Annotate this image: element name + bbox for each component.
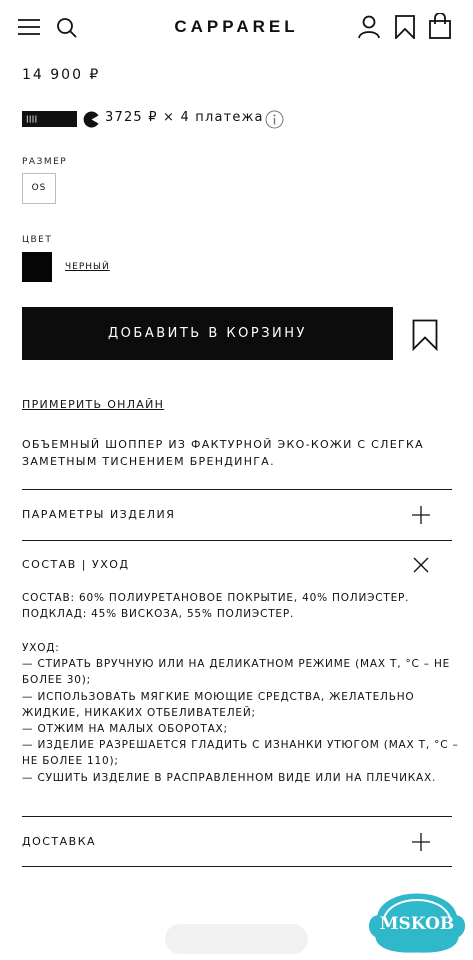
account-icon[interactable] [358, 15, 380, 43]
care-block [22, 640, 462, 786]
color-swatch[interactable] [22, 252, 52, 282]
plus-icon[interactable] [411, 832, 431, 856]
color-name-link[interactable]: ЧЕРНЫЙ [65, 262, 110, 272]
close-icon[interactable] [413, 557, 429, 577]
divider [22, 866, 452, 867]
info-icon[interactable] [265, 110, 284, 133]
plus-icon[interactable] [411, 505, 431, 529]
try-online-link[interactable]: ПРИМЕРИТЬ ОНЛАЙН [22, 398, 165, 411]
divider [22, 816, 452, 817]
watermark-text: MSKOB [379, 914, 455, 934]
brand-logo[interactable]: CAPPAREL [174, 17, 299, 36]
pie-icon [83, 111, 100, 132]
accordion-composition-title[interactable]: СОСТАВ | УХОД [22, 558, 130, 571]
care-item: — ОТЖИМ НА МАЛЫХ ОБОРОТАХ; [22, 723, 228, 736]
care-item: — СТИРАТЬ ВРУЧНУЮ ИЛИ НА ДЕЛИКАТНОМ РЕЖИМЕ (MAX T, °C – НЕ БОЛЕЕ 30); [22, 658, 451, 687]
divider [22, 540, 452, 541]
care-item: — ИЗДЕЛИЕ РАЗРЕШАЕТСЯ ГЛАДИТЬ С ИЗНАНКИ УТЮГОМ (MAX T, °C – НЕ БОЛЕЕ 110); [22, 739, 459, 768]
divider [22, 489, 452, 490]
header [0, 0, 473, 58]
color-label: ЦВЕТ [22, 235, 53, 245]
product-description: ОБЪЕМНЫЙ ШОППЕР ИЗ ФАКТУРНОЙ ЭКО-КОЖИ С СЛЕГКА ЗАМЕТНЫМ ТИСНЕНИЕМ БРЕНДИНГА. [22, 438, 424, 468]
installment-text: 3725 ₽ × 4 платежа [105, 110, 264, 125]
bottom-pill [165, 924, 308, 954]
care-item: — ИСПОЛЬЗОВАТЬ МЯГКИЕ МОЮЩИЕ СРЕДСТВА, ЖЕЛАТЕЛЬНО ЖИДКИЕ, НИКАКИХ ОТБЕЛИВАТЕЛЕЙ; [22, 690, 415, 719]
accordion-params-title[interactable]: ПАРАМЕТРЫ ИЗДЕЛИЯ [22, 508, 176, 521]
accordion-delivery-title[interactable]: ДОСТАВКА [22, 835, 97, 848]
product-price: 14 900 ₽ [22, 67, 101, 83]
care-item: — СУШИТЬ ИЗДЕЛИЕ В РАСПРАВЛЕННОМ ВИДЕ ИЛИ НА ПЛЕЧИКАХ. [22, 771, 437, 784]
size-option[interactable]: OS [22, 173, 56, 204]
wishlist-icon[interactable] [395, 15, 415, 43]
dolyami-badge: |||| ДОЛЯМИ [22, 111, 77, 127]
bag-icon[interactable] [429, 13, 451, 43]
add-to-cart-button[interactable]: ДОБАВИТЬ В КОРЗИНУ [22, 307, 393, 360]
bookmark-icon[interactable] [412, 319, 438, 355]
size-label: РАЗМЕР [22, 157, 68, 167]
installment-row [22, 108, 322, 139]
care-title: УХОД: [22, 642, 60, 654]
composition-text: СОСТАВ: 60% ПОЛИУРЕТАНОВОЕ ПОКРЫТИЕ, 40% ПОЛИЭСТЕР. ПОДКЛАД: 45% ВИСКОЗА, 55% ПОЛИЭСТЕР. [22, 592, 410, 621]
